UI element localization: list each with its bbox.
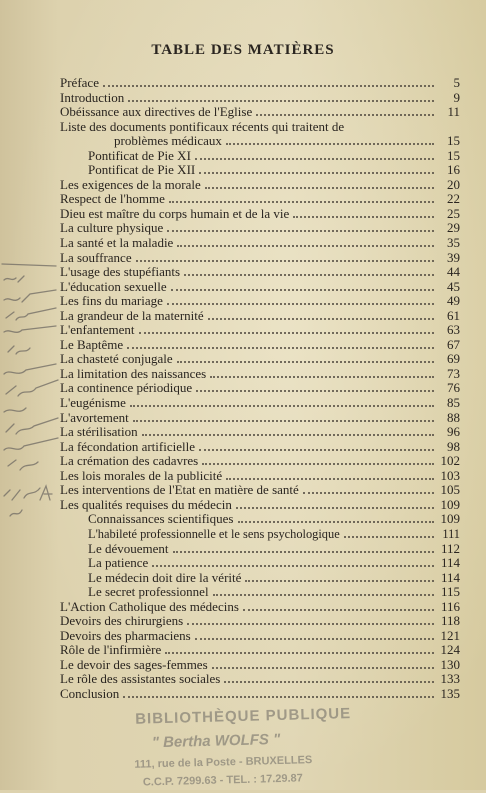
leader-dots [210, 367, 434, 378]
leader-dots [236, 498, 434, 509]
toc-entry-page: 121 [440, 627, 460, 643]
toc-entry [60, 614, 460, 629]
toc-entry-page: 44 [447, 264, 460, 280]
toc-entry-label: La fécondation artificielle [60, 438, 195, 454]
leader-dots [167, 221, 434, 232]
toc-entry [60, 134, 460, 149]
toc-entry-page: 15 [447, 147, 460, 163]
leader-dots [130, 396, 434, 407]
toc-entry-label: L'Action Catholique des médecins [60, 598, 239, 614]
toc-entry-page: 63 [447, 322, 460, 338]
table-of-contents [60, 76, 460, 702]
toc-entry [60, 411, 460, 426]
toc-entry [60, 207, 460, 222]
toc-entry [60, 265, 460, 280]
leader-dots [199, 440, 434, 451]
toc-entry-page: 61 [447, 307, 460, 323]
leader-dots [199, 163, 434, 174]
leader-dots [133, 411, 434, 422]
leader-dots [256, 105, 434, 116]
toc-entry [60, 440, 460, 455]
toc-entry-page: 115 [440, 584, 460, 600]
leader-dots [187, 614, 434, 625]
toc-entry-page: 109 [440, 511, 460, 527]
toc-entry-page: 135 [440, 685, 460, 701]
toc-entry-page: 20 [447, 176, 460, 192]
toc-entry-label: Le Baptême [60, 336, 124, 352]
leader-dots [173, 542, 435, 553]
toc-entry-label: La limitation des naissances [60, 365, 207, 381]
toc-entry-page: 76 [447, 380, 460, 396]
library-stamp [119, 703, 361, 793]
toc-entry-label: Les lois morales de la publicité [60, 467, 223, 483]
leader-dots [165, 643, 434, 654]
toc-entry [60, 527, 460, 542]
stamp-line-2: " Bertha WOLFS " [151, 730, 281, 752]
leader-dots [123, 687, 434, 698]
toc-entry-page: 133 [440, 671, 460, 687]
leader-dots [213, 585, 434, 596]
toc-entry-label: La crémation des cadavres [60, 453, 199, 469]
toc-entry-page: 112 [440, 540, 460, 556]
toc-entry-label: La stérilisation [60, 424, 138, 440]
stamp-line-4: C.C.P. 7299.63 - TEL. : 17.29.87 [142, 772, 303, 789]
toc-entry-page: 116 [440, 598, 460, 614]
toc-entry-label: La patience [88, 555, 149, 571]
leader-dots [152, 556, 434, 567]
toc-entry [60, 571, 460, 586]
toc-entry-label: Pontificat de Pie XI [88, 147, 191, 163]
toc-entry-label: L'habileté professionnelle et le sens psychologique [88, 526, 340, 541]
toc-entry [60, 163, 460, 178]
toc-entry [60, 381, 460, 396]
toc-entry-page: 15 [447, 133, 460, 149]
toc-entry-page: 105 [440, 482, 460, 498]
leader-dots [205, 178, 434, 189]
toc-entry [60, 469, 460, 484]
leader-dots [348, 122, 434, 131]
toc-entry-label: Les fins du mariage [60, 293, 163, 309]
leader-dots [128, 91, 434, 102]
toc-entry-label: La souffrance [60, 249, 132, 265]
toc-entry-label: La continence périodique [60, 380, 193, 396]
toc-entry [60, 512, 460, 527]
toc-entry [60, 556, 460, 571]
toc-entry-label: Rôle de l'infirmière [60, 642, 162, 658]
toc-entry-page: 130 [440, 656, 460, 672]
leader-dots [303, 483, 434, 494]
toc-entry-label: Préface [60, 75, 99, 90]
toc-entry-label: La chasteté conjugale [60, 351, 173, 367]
leader-dots [136, 251, 434, 262]
toc-entry-label: Le rôle des assistantes sociales [60, 671, 221, 687]
toc-entry [60, 367, 460, 382]
toc-entry-page: 96 [447, 424, 460, 440]
toc-entry-page: 111 [442, 526, 460, 541]
toc-entry-page: 98 [447, 438, 460, 454]
stamp-line-3: 111, rue de la Poste - BRUXELLES [134, 754, 313, 771]
leader-dots [195, 149, 434, 160]
toc-entry-page: 5 [453, 75, 460, 90]
toc-entry-label: Conclusion [60, 685, 120, 701]
toc-entry [60, 542, 460, 557]
toc-entry [60, 309, 460, 324]
toc-entry-label: Devoirs des chirurgiens [60, 613, 184, 629]
toc-entry [60, 454, 460, 469]
toc-entry-page: 9 [453, 89, 460, 105]
toc-entry-page: 114 [440, 569, 460, 585]
toc-entry [60, 76, 460, 91]
toc-entry-label: Les qualités requises du médecin [60, 496, 232, 512]
toc-entry [60, 629, 460, 644]
toc-entry-label: Le médecin doit dire la vérité [88, 569, 242, 585]
toc-entry-label: Pontificat de Pie XII [88, 162, 196, 178]
leader-dots [293, 207, 434, 218]
leader-dots [243, 600, 434, 611]
toc-entry [60, 425, 460, 440]
page-title: TABLE DES MATIÈRES [151, 42, 335, 58]
toc-entry-label: L'avortement [60, 409, 129, 425]
toc-entry-label: Les exigences de la morale [60, 176, 201, 192]
toc-entry-label: Respect de l'homme [60, 191, 165, 207]
toc-entry-page: 109 [440, 496, 460, 512]
toc-entry-page: 102 [440, 453, 460, 469]
toc-entry-page: 88 [447, 409, 460, 425]
toc-entry [60, 91, 460, 106]
toc-entry-page: 25 [447, 205, 460, 221]
leader-dots [127, 338, 434, 349]
toc-entry [60, 687, 460, 702]
toc-entry [60, 396, 460, 411]
toc-entry-page: 103 [440, 467, 460, 483]
toc-entry-label: L'enfantement [60, 322, 135, 338]
toc-entry [60, 352, 460, 367]
toc-entry-label: Connaissances scientifiques [88, 511, 234, 527]
toc-entry-page: 69 [447, 351, 460, 367]
leader-dots [103, 76, 434, 87]
toc-entry-page: 73 [447, 365, 460, 381]
toc-entry-page: 39 [447, 249, 460, 265]
pencil-annotations [0, 260, 62, 560]
toc-entry-page: 45 [447, 278, 460, 294]
toc-entry [60, 658, 460, 673]
toc-entry-label: Les interventions de l'Etat en matière de santé [60, 482, 299, 498]
leader-dots [184, 265, 434, 276]
toc-entry-page: 67 [447, 336, 460, 352]
leader-dots [196, 381, 434, 392]
toc-entry-label: La grandeur de la maternité [60, 307, 204, 323]
toc-entry-label: Obéissance aux directives de l'Eglise [60, 104, 253, 120]
toc-entry-page: 29 [447, 220, 460, 236]
toc-entry [60, 221, 460, 236]
toc-entry [60, 120, 460, 135]
toc-entry [60, 294, 460, 309]
toc-entry-label: Liste des documents pontificaux récents qui traitent de [60, 118, 345, 134]
toc-entry-label: Le dévouement [88, 540, 169, 556]
toc-entry-label: Introduction [60, 89, 125, 105]
toc-entry [60, 236, 460, 251]
toc-entry [60, 178, 460, 193]
toc-entry-label: La santé et la maladie [60, 235, 174, 251]
leader-dots [226, 134, 434, 145]
toc-entry [60, 323, 460, 338]
leader-dots [212, 658, 434, 669]
leader-dots [195, 629, 434, 640]
leader-dots [224, 672, 434, 683]
toc-entry [60, 643, 460, 658]
toc-entry-page: 118 [440, 613, 460, 629]
toc-entry-page: 124 [440, 642, 460, 658]
toc-entry-label: La culture physique [60, 220, 164, 236]
leader-dots [208, 309, 434, 320]
toc-entry-label: L'usage des stupéfiants [60, 264, 181, 280]
toc-entry [60, 600, 460, 615]
toc-entry-page: 85 [447, 395, 460, 411]
toc-entry-page: 49 [447, 293, 460, 309]
toc-entry [60, 149, 460, 164]
toc-entry-label: Dieu est maître du corps humain et de la vie [60, 205, 290, 221]
leader-dots [169, 192, 434, 203]
leader-dots [177, 352, 434, 363]
toc-entry-label: Le devoir des sages-femmes [60, 656, 208, 672]
leader-dots [171, 280, 434, 291]
leader-dots [139, 323, 434, 334]
leader-dots [167, 294, 434, 305]
toc-entry-label: Devoirs des pharmaciens [60, 627, 191, 643]
toc-entry-page: 114 [440, 555, 460, 571]
toc-entry-page: 11 [447, 104, 460, 120]
toc-entry [60, 498, 460, 513]
toc-entry [60, 585, 460, 600]
toc-entry [60, 105, 460, 120]
toc-entry [60, 251, 460, 266]
toc-entry-page: 22 [447, 191, 460, 207]
toc-entry [60, 338, 460, 353]
toc-entry [60, 483, 460, 498]
toc-entry-label: L'éducation sexuelle [60, 278, 167, 294]
leader-dots [142, 425, 434, 436]
toc-entry [60, 192, 460, 207]
toc-entry-page: 16 [447, 162, 460, 178]
leader-dots [344, 527, 434, 538]
toc-entry-label: Le secret professionnel [88, 584, 209, 600]
leader-dots [226, 469, 434, 480]
stamp-line-1: BIBLIOTHÈQUE PUBLIQUE [134, 705, 352, 728]
leader-dots [245, 571, 434, 582]
toc-entry-label: problèmes médicaux [114, 133, 222, 149]
toc-entry-page: 35 [447, 235, 460, 251]
leader-dots [177, 236, 434, 247]
toc-entry-label: L'eugénisme [60, 395, 126, 411]
toc-entry [60, 280, 460, 295]
leader-dots [238, 512, 435, 523]
toc-entry [60, 672, 460, 687]
leader-dots [202, 454, 434, 465]
